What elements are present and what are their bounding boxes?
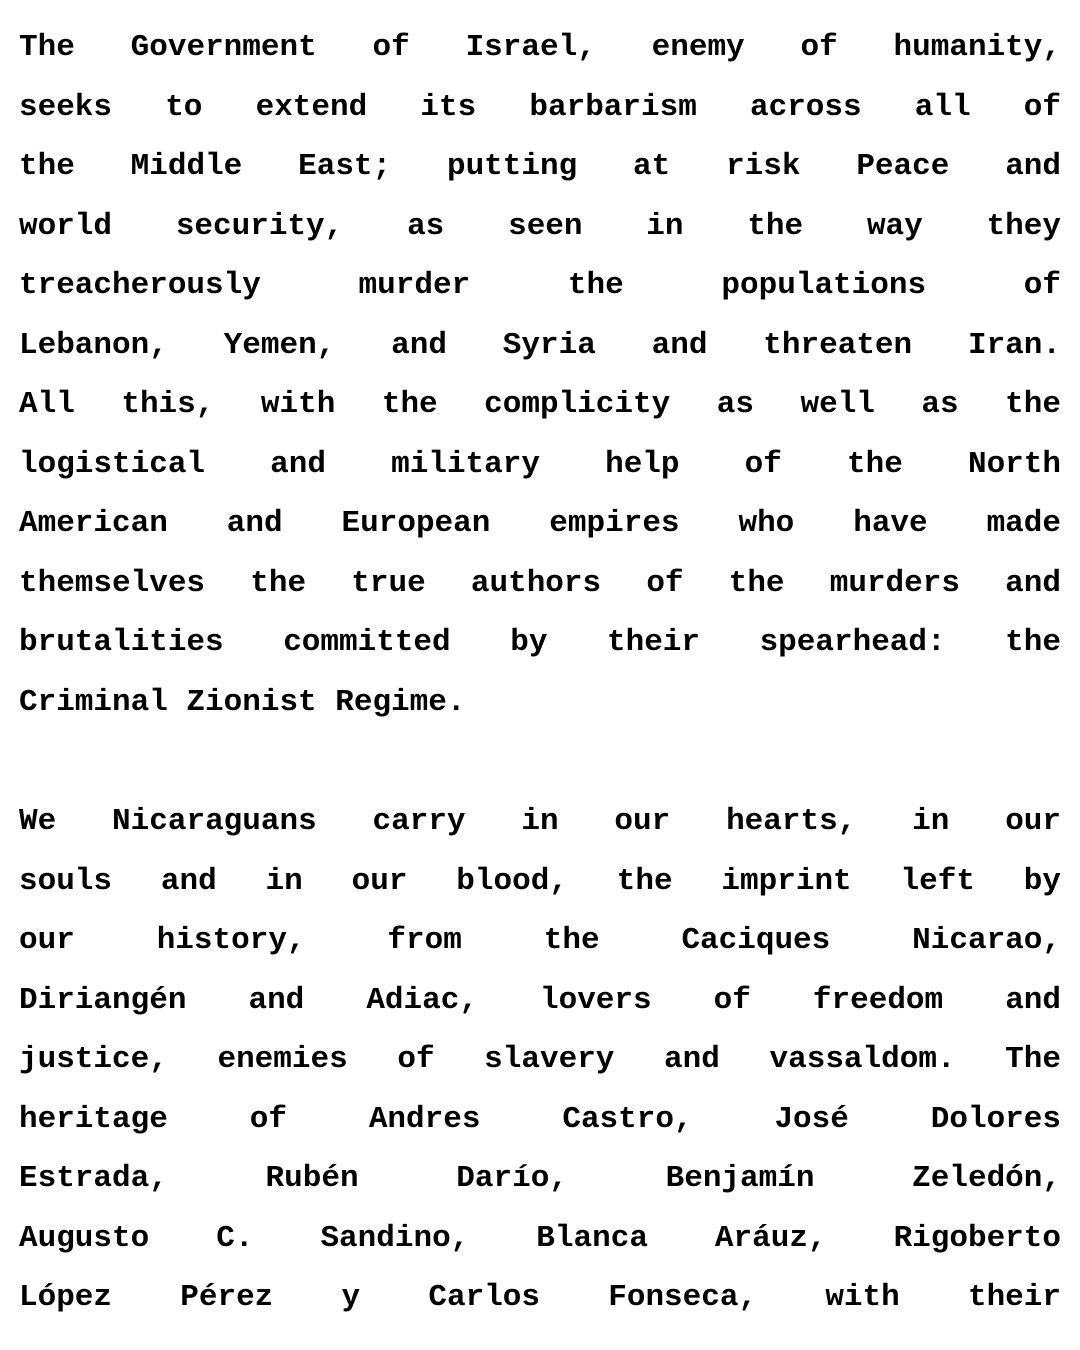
text-line: themselves the true authors of the murders and (19, 565, 1061, 601)
paragraph-nicaraguan-heritage (19, 792, 1061, 1328)
text-line: world security, as seen in the way they (19, 208, 1061, 244)
text-line: logistical and military help of the North (19, 446, 1061, 482)
text-line: treacherously murder the populations of (19, 268, 1061, 303)
text-line: souls and in our blood, the imprint left by (19, 863, 1061, 899)
text-line: Augusto C. Sandino, Blanca Aráuz, Rigoberto (19, 1220, 1061, 1256)
text-line: Criminal Zionist Regime. (19, 684, 466, 720)
paragraph-israel-statement (19, 18, 1061, 732)
text-line: Diriangén and Adiac, lovers of freedom and (19, 982, 1061, 1018)
text-line: seeks to extend its barbarism across all of (19, 89, 1061, 125)
text-line: brutalities committed by their spearhead: the (19, 625, 1061, 660)
text-line: We Nicaraguans carry in our hearts, in our (19, 804, 1061, 839)
text-line: All this, with the complicity as well as the (19, 387, 1061, 422)
text-line: justice, enemies of slavery and vassaldom. The (19, 1042, 1061, 1077)
text-line: the Middle East; putting at risk Peace and (19, 149, 1061, 184)
text-line: Lebanon, Yemen, and Syria and threaten Iran. (19, 327, 1061, 363)
text-line: American and European empires who have made (19, 506, 1061, 541)
text-line: Estrada, Rubén Darío, Benjamín Zeledón, (19, 1161, 1061, 1196)
text-line: our history, from the Caciques Nicarao, (19, 923, 1061, 958)
text-line: The Government of Israel, enemy of humanity, (19, 30, 1061, 65)
text-line: heritage of Andres Castro, José Dolores (19, 1101, 1061, 1137)
text-line: López Pérez y Carlos Fonseca, with their (19, 1280, 1061, 1315)
